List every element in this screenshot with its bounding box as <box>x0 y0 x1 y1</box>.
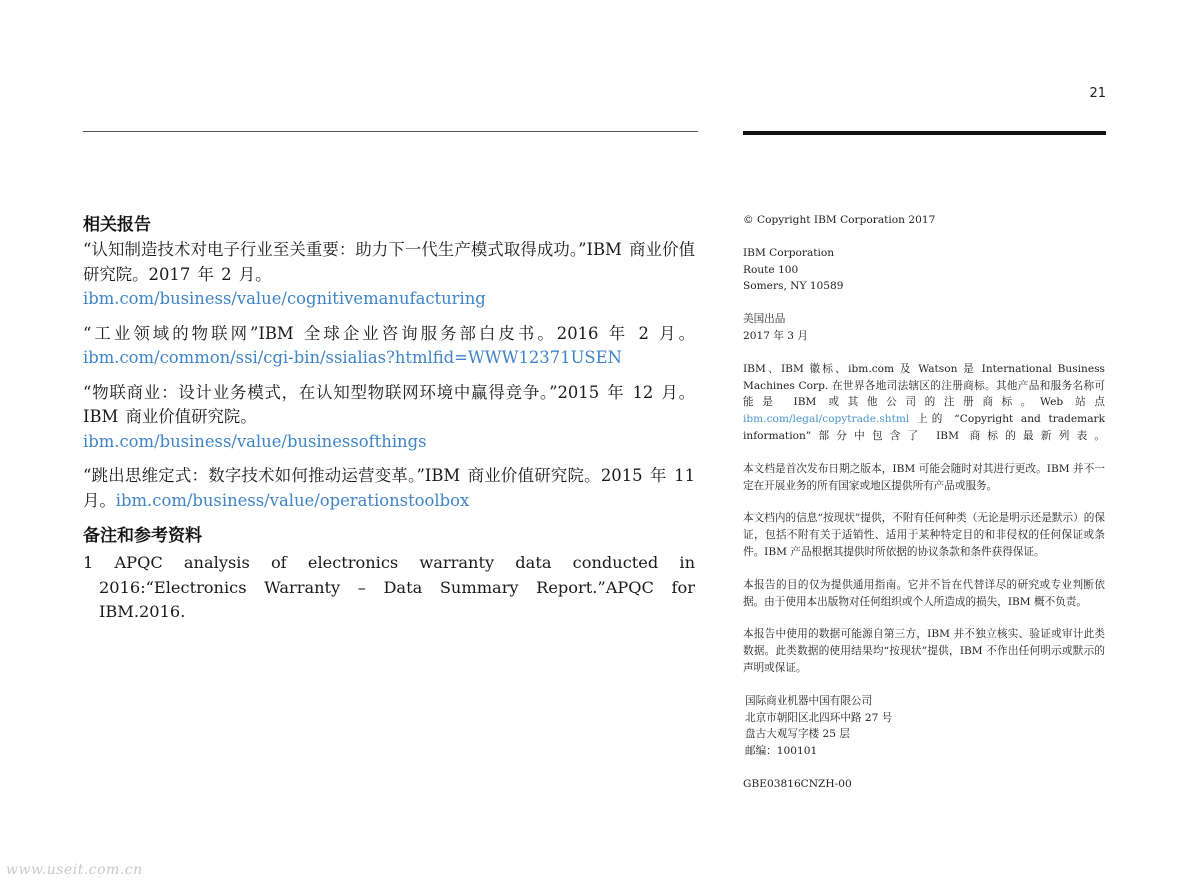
publication-info <box>743 311 1105 345</box>
related-report-text: “认知制造技术对电子行业至关重要：助力下一代生产模式取得成功。”IBM 商业价值研究院。2017 年 2 月。 <box>83 240 695 284</box>
related-report-link[interactable]: ibm.com/business/value/operationstoolbox <box>115 490 470 510</box>
related-report-item <box>83 322 695 371</box>
page-number: 21 <box>1089 86 1106 101</box>
related-report-text: “跳出思维定式：数字技术如何推动运营变革。”IBM 商业价值研究院。2015 年 11 月。 <box>83 466 695 510</box>
note-item: 1 APQC analysis of electronics warranty data conducted in 2016:“Electronics Warranty – Data Summary Report.”APQC for IBM.2016. <box>83 553 695 621</box>
publication-line: 2017 年 3 月 <box>743 329 808 342</box>
copyright-notice: © Copyright IBM Corporation 2017 <box>743 214 936 226</box>
third-party-disclaimer: 本报告中使用的数据可能源自第三方，IBM 并不独立核实、验证或审计此类数据。此类数据的使用结果均“按现状”提供，IBM 不作出任何明示或默示的声明或保证。 <box>743 628 1105 674</box>
related-report-text: “物联商业：设计业务模式，在认知型物联网环境中赢得竞争。”2015 年 12 月。IBM 商业价值研究院。 <box>83 382 695 426</box>
left-column <box>83 212 695 625</box>
version-disclaimer: 本文档是首次发布日期之版本，IBM 可能会随时对其进行更改。IBM 并不一定在开展业务的所有国家或地区提供所有产品或服务。 <box>743 462 1105 492</box>
publication-line: 美国出品 <box>743 313 786 326</box>
address-line: Somers, NY 10589 <box>743 280 844 293</box>
guidance-disclaimer: 本报告的目的仅为提供通用指南。它并不旨在代替详尽的研究或专业判断依据。由于使用本出版物对任何组织或个人所造成的损失，IBM 概不负责。 <box>743 578 1105 608</box>
site-watermark: www.useit.com.cn <box>6 862 143 878</box>
address-line: Route 100 <box>743 263 799 276</box>
related-report-link[interactable]: ibm.com/common/ssi/cgi-bin/ssialias?htmlfid=WWW12371USEN <box>83 348 622 367</box>
trademark-text: IBM、IBM 徽标、ibm.com 及 Watson 是 International Business Machines Corp. 在世界各地司法辖区的注册商标。其他产品和服务名称可能是 IBM 或其他公司的注册商标。Web 站点 <box>743 362 1105 409</box>
header-rule-right <box>743 131 1106 135</box>
related-report-item <box>83 381 695 455</box>
related-report-item <box>83 238 695 312</box>
related-report-text: “工业领域的物联网”IBM 全球企业咨询服务部白皮书。2016 年 2 月。 <box>83 323 695 343</box>
china-address-line: 国际商业机器中国有限公司 <box>745 694 873 707</box>
notes-heading: 备注和参考资料 <box>83 526 202 546</box>
as-is-disclaimer: 本文档内的信息“按现状”提供，不附有任何种类（无论是明示还是默示）的保证，包括不附有关于适销性、适用于某种特定目的和非侵权的任何保证或条件。IBM 产品根据其提供时所依据的协议条款和条件获得保证。 <box>743 512 1105 558</box>
china-address-line: 北京市朝阳区北四环中路 27 号 <box>745 711 893 724</box>
legal-column <box>743 212 1105 809</box>
china-address <box>743 693 1105 760</box>
header-rule-left <box>83 131 698 132</box>
related-reports-heading: 相关报告 <box>83 215 151 235</box>
china-address-line: 邮编：100101 <box>745 745 818 758</box>
trademark-link[interactable]: ibm.com/legal/copytrade.shtml <box>743 413 910 426</box>
trademark-notice <box>743 361 1105 445</box>
corporate-address <box>743 245 1105 295</box>
china-address-line: 盘古大观写字楼 25 层 <box>745 728 850 741</box>
trademark-text-end: 上的 “Copyright and trademark information”部分中包含了 IBM 商标的最新列表。 <box>743 413 1105 442</box>
related-report-link[interactable]: ibm.com/business/value/businessofthings <box>83 431 427 451</box>
related-report-item <box>83 464 695 513</box>
document-code: GBE03816CNZH-00 <box>743 777 852 790</box>
address-line: IBM Corporation <box>743 246 835 259</box>
related-report-link[interactable]: ibm.com/business/value/cognitivemanufacturing <box>83 289 486 308</box>
